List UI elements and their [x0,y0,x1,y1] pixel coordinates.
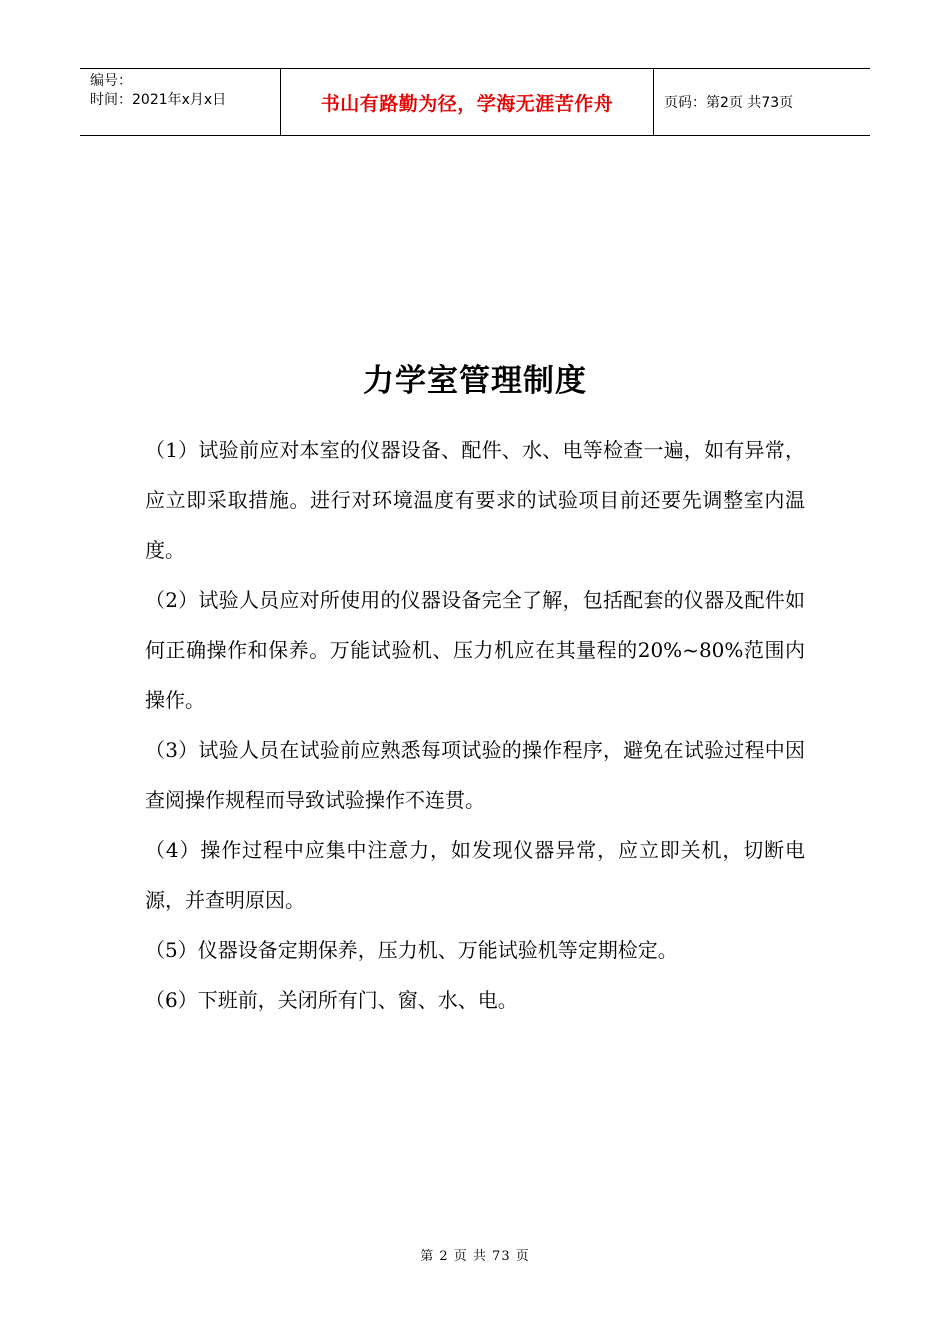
header-info-cell [80,69,281,135]
header-motto: 书山有路勤为径，学海无涯苦作舟 [281,69,654,135]
page-footer: 第 2 页 共 73 页 [420,1249,530,1264]
paragraph-1: （1）试验前应对本室的仪器设备、配件、水、电等检查一遍，如有异常，应立即采取措施。进行对环境温度有要求的试验项目前还要先调整室内温度。 [145,438,805,562]
paragraph-5: （5）仪器设备定期保养，压力机、万能试验机等定期检定。 [145,938,678,962]
document-title: 力学室管理制度 [363,363,587,399]
page-header [80,68,870,136]
document-body [145,425,805,1025]
paragraph-2: （2）试验人员应对所使用的仪器设备完全了解，包括配套的仪器及配件如何正确操作和保养。万能试验机、压力机应在其量程的20%~80%范围内操作。 [145,588,805,712]
paragraph-3: （3）试验人员在试验前应熟悉每项试验的操作程序，避免在试验过程中因查阅操作规程而导致试验操作不连贯。 [145,738,805,812]
paragraph-4: （4）操作过程中应集中注意力，如发现仪器异常，应立即关机，切断电源，并查明原因。 [145,838,805,912]
header-date: 时间：2021年x月x日 [90,92,227,108]
header-page-info: 页码：第2页 共73页 [664,95,794,111]
paragraph-6: （6）下班前，关闭所有门、窗、水、电。 [145,988,518,1012]
header-number-label: 编号： [90,73,132,89]
